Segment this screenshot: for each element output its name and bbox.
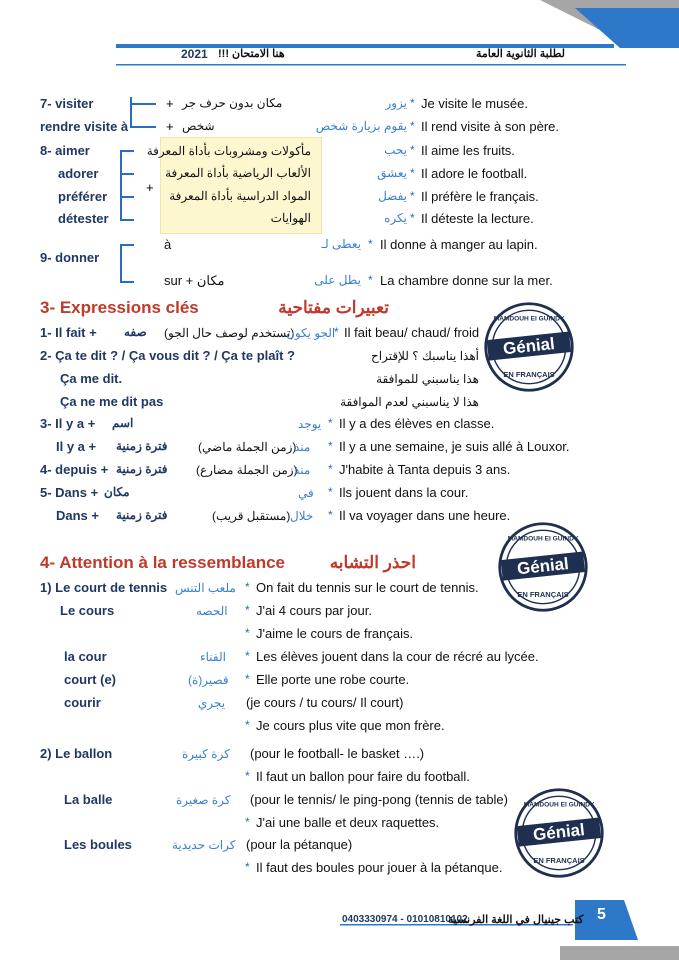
plus-sign: +	[166, 119, 174, 134]
stamp-main-text: Génial	[502, 334, 556, 359]
word-court-example: On fait du tennis sur le court de tennis.	[256, 580, 479, 595]
expr-ne-me-dit-ar: هذا لا يناسبني لعدم الموافقة	[340, 395, 479, 409]
word-cour: la cour	[64, 649, 107, 664]
bullet-star: *	[410, 166, 415, 180]
word-courir-example: Je cours plus vite que mon frère.	[256, 718, 445, 733]
expr-ilya2-ar: منذ	[294, 440, 311, 454]
verb-donner: 9- donner	[40, 250, 100, 265]
bullet-star: *	[245, 815, 250, 829]
connector	[130, 103, 156, 105]
section4-title: 4- Attention à la ressemblance	[40, 553, 286, 572]
expr-ilya2: Il y a +	[56, 439, 97, 454]
verb-visiter: 7- visiter	[40, 96, 94, 111]
expr-dans2-note: (مستقبل قريب)	[212, 509, 291, 523]
box-item-hobbies: الهوايات	[270, 211, 311, 225]
bullet-star: *	[410, 211, 415, 225]
connector	[120, 219, 134, 221]
word-courte: court (e)	[64, 672, 116, 687]
bullet-star: *	[245, 626, 250, 640]
bullet-star: *	[328, 439, 333, 453]
word-court: 1) Le court de tennis	[40, 580, 168, 595]
expr-depuis-example: J'habite à Tanta depuis 3 ans.	[339, 462, 511, 477]
expr-dans2-ar: خلال	[290, 509, 314, 523]
footer-phone: 0403330974 - 01010810102	[342, 914, 468, 925]
header-right-text: لطلبة الثانوية العامة	[476, 48, 565, 60]
expr-ilya2-example: Il y a une semaine, je suis allé à Louxor.	[339, 439, 570, 454]
word-boules: Les boules	[64, 837, 132, 852]
meaning-aimer: يحب	[384, 143, 407, 157]
verb-adorer: adorer	[58, 166, 99, 181]
header-year: 2021	[181, 47, 208, 61]
bullet-star: *	[410, 189, 415, 203]
section3-title-ar: تعبيرات مفتاحية	[278, 298, 389, 317]
header-bar	[0, 0, 679, 72]
example-adorer: Il adore le football.	[421, 166, 528, 181]
genial-stamp	[496, 520, 590, 614]
stamp-top-text: MAMDOUH El GUINDY	[523, 801, 595, 809]
expr-me-dit-ar: هذا يناسبني للموافقة	[376, 372, 479, 386]
word-balle-example: J'ai une balle et deux raquettes.	[256, 815, 440, 830]
example-aimer: Il aime les fruits.	[421, 143, 515, 158]
expr-dans2-word: فترة زمنية	[116, 508, 168, 522]
word-ballon-ar: كرة كبيرة	[182, 747, 230, 761]
prep-rendre-visite: شخص	[182, 119, 215, 133]
expr-dans1-example: Ils jouent dans la cour.	[339, 485, 469, 500]
bullet-star: *	[328, 462, 333, 476]
expr-dans2: Dans +	[56, 508, 99, 523]
meaning-visiter: يزور	[385, 96, 407, 110]
section3-title: 3- Expressions clés	[40, 298, 199, 317]
word-courte-example: Elle porte une robe courte.	[256, 672, 410, 687]
expr-ilya2-word: فترة زمنية	[116, 439, 168, 453]
word-balle: La balle	[64, 792, 113, 807]
box-item-sports: الألعاب الرياضية بأداة المعرفة	[165, 166, 311, 180]
example-visiter: Je visite le musée.	[421, 96, 528, 111]
expr-dans1-ar: في	[298, 486, 314, 500]
connector	[120, 150, 134, 152]
example-donner-sur: La chambre donne sur la mer.	[380, 273, 553, 288]
stamp-bottom-text: EN FRANÇAIS	[533, 856, 585, 866]
word-courir: courir	[64, 695, 101, 710]
expr-fait: 1- Il fait +	[40, 325, 97, 340]
genial-stamp	[482, 300, 576, 394]
word-boules-example: Il faut des boules pour jouer à la pétanque.	[256, 860, 503, 875]
stamp-top-text: MAMDOUH El GUINDY	[493, 315, 565, 323]
expr-fait-ar: الجو يكون	[286, 326, 336, 340]
bullet-star: *	[328, 508, 333, 522]
word-cour-example: Les élèves jouent dans la cour de récré au lycée.	[256, 649, 539, 664]
page-number: 5	[597, 906, 606, 923]
expr-ilya1-word: اسم	[112, 416, 134, 430]
plus-sign: +	[166, 96, 174, 111]
stamp-main-text: Génial	[516, 554, 570, 579]
word-courir-note: (je cours / tu cours/ Il court)	[246, 695, 404, 710]
word-cour-ar: الفناء	[200, 650, 226, 664]
bullet-star: *	[245, 649, 250, 663]
verb-preferer: préférer	[58, 189, 108, 204]
expr-dit-ar: أهذا يناسبك ؟ للإقتراح	[371, 349, 479, 363]
meaning-preferer: يفضل	[378, 189, 407, 203]
expr-dit: 2- Ça te dit ? / Ça vous dit ? / Ça te plaît ?	[40, 348, 295, 363]
word-cours-example1: J'ai 4 cours par jour.	[256, 603, 372, 618]
expr-ilya2-note: (زمن الجملة ماضي)	[198, 440, 297, 454]
word-cours-example2: J'aime le cours de français.	[256, 626, 414, 641]
word-ballon: 2) Le ballon	[40, 746, 113, 761]
word-cours-ar: الحصه	[196, 604, 228, 618]
connector	[120, 173, 134, 175]
word-court-ar: ملعب التنس	[175, 581, 236, 595]
meaning-detester: يكره	[384, 211, 407, 225]
bullet-star: *	[245, 672, 250, 686]
prep-sur: sur + مكان	[164, 273, 225, 288]
word-ballon-example: Il faut un ballon pour faire du football.	[256, 769, 470, 784]
expr-dans1-word: مكان	[104, 485, 130, 499]
meaning-rendre-visite: يقوم بزيارة شخص	[315, 119, 407, 133]
word-courir-ar: يجري	[198, 696, 226, 710]
connector	[120, 150, 122, 220]
expr-fait-word: صفه	[124, 325, 147, 339]
stamp-main-text: Génial	[532, 820, 586, 845]
prep-a: à	[164, 237, 172, 252]
expr-me-dit: Ça me dit.	[60, 371, 123, 386]
verb-rendre-visite: rendre visite à	[40, 119, 129, 134]
footer-decoration	[0, 860, 679, 960]
bullet-star: *	[410, 143, 415, 157]
example-detester: Il déteste la lecture.	[421, 211, 534, 226]
word-balle-ar: كرة صغيرة	[176, 793, 231, 807]
bullet-star: *	[368, 237, 373, 251]
section4-title-ar: احذر التشابه	[329, 553, 416, 572]
expr-depuis-note: (زمن الجملة مضارع)	[196, 463, 298, 477]
bullet-star: *	[410, 96, 415, 110]
bullet-star: *	[410, 119, 415, 133]
connector	[130, 97, 132, 127]
bullet-star: *	[328, 485, 333, 499]
box-item-subjects: المواد الدراسية بأداة المعرفة	[169, 189, 311, 203]
bullet-star: *	[368, 273, 373, 287]
expr-fait-example: Il fait beau/ chaud/ froid	[344, 325, 480, 340]
connector	[120, 281, 134, 283]
connector	[120, 244, 134, 246]
expr-fait-note: (تستخدم لوصف حال الجو)	[164, 326, 295, 340]
bullet-star: *	[328, 416, 333, 430]
word-courte-ar: قصير(ة)	[188, 673, 229, 687]
expr-ilya1: 3- Il y a +	[40, 416, 96, 431]
prep-visiter: مكان بدون حرف جر	[182, 96, 283, 110]
verb-detester: détester	[58, 211, 109, 226]
header-decoration	[0, 0, 679, 72]
bullet-star: *	[245, 860, 250, 874]
bullet-star: *	[245, 603, 250, 617]
expr-depuis-word: فترة زمنية	[116, 462, 168, 476]
header-left-text: هنا الامتحان !!!	[218, 48, 285, 60]
expr-dans1: 5- Dans +	[40, 485, 99, 500]
verb-aimer: 8- aimer	[40, 143, 90, 158]
connector	[130, 126, 156, 128]
expr-ne-me-dit: Ça ne me dit pas	[60, 394, 164, 409]
meaning-adorer: يعشق	[377, 166, 407, 180]
connector	[120, 244, 122, 282]
word-ballon-note: (pour le football- le basket ….)	[250, 746, 425, 761]
expr-ilya1-example: Il y a des élèves en classe.	[339, 416, 495, 431]
expr-depuis: 4- depuis +	[40, 462, 109, 477]
expr-dans2-example: Il va voyager dans une heure.	[339, 508, 511, 523]
word-balle-note: (pour le tennis/ le ping-pong (tennis de table)	[250, 792, 508, 807]
example-donner-a: Il donne à manger au lapin.	[380, 237, 538, 252]
bullet-star: *	[245, 718, 250, 732]
footer-book-title: كتب جينيال في اللغة الفرنسية	[448, 914, 584, 926]
expr-depuis-ar: منذ	[294, 463, 311, 477]
stamp-bottom-text: EN FRANÇAIS	[517, 590, 569, 600]
stamp-bottom-text: EN FRANÇAIS	[503, 370, 555, 380]
word-boules-ar: كرات حديدية	[172, 838, 236, 852]
bullet-star: *	[245, 769, 250, 783]
bullet-star: *	[334, 325, 339, 339]
plus-sign: +	[146, 180, 154, 195]
meaning-donner-sur: يطل على	[314, 273, 361, 287]
word-boules-note: (pour la pétanque)	[246, 837, 353, 852]
word-cours: Le cours	[60, 603, 115, 618]
example-rendre-visite: Il rend visite à son père.	[421, 119, 560, 134]
example-preferer: Il préfère le français.	[421, 189, 539, 204]
meaning-donner-a: يعطى لـ	[321, 237, 361, 251]
expr-ilya1-ar: يوجد	[298, 417, 322, 431]
box-item-food: مأكولات ومشروبات بأداة المعرفة	[146, 144, 311, 158]
bullet-star: *	[245, 580, 250, 594]
connector	[120, 196, 134, 198]
stamp-top-text: MAMDOUH El GUINDY	[507, 535, 579, 543]
